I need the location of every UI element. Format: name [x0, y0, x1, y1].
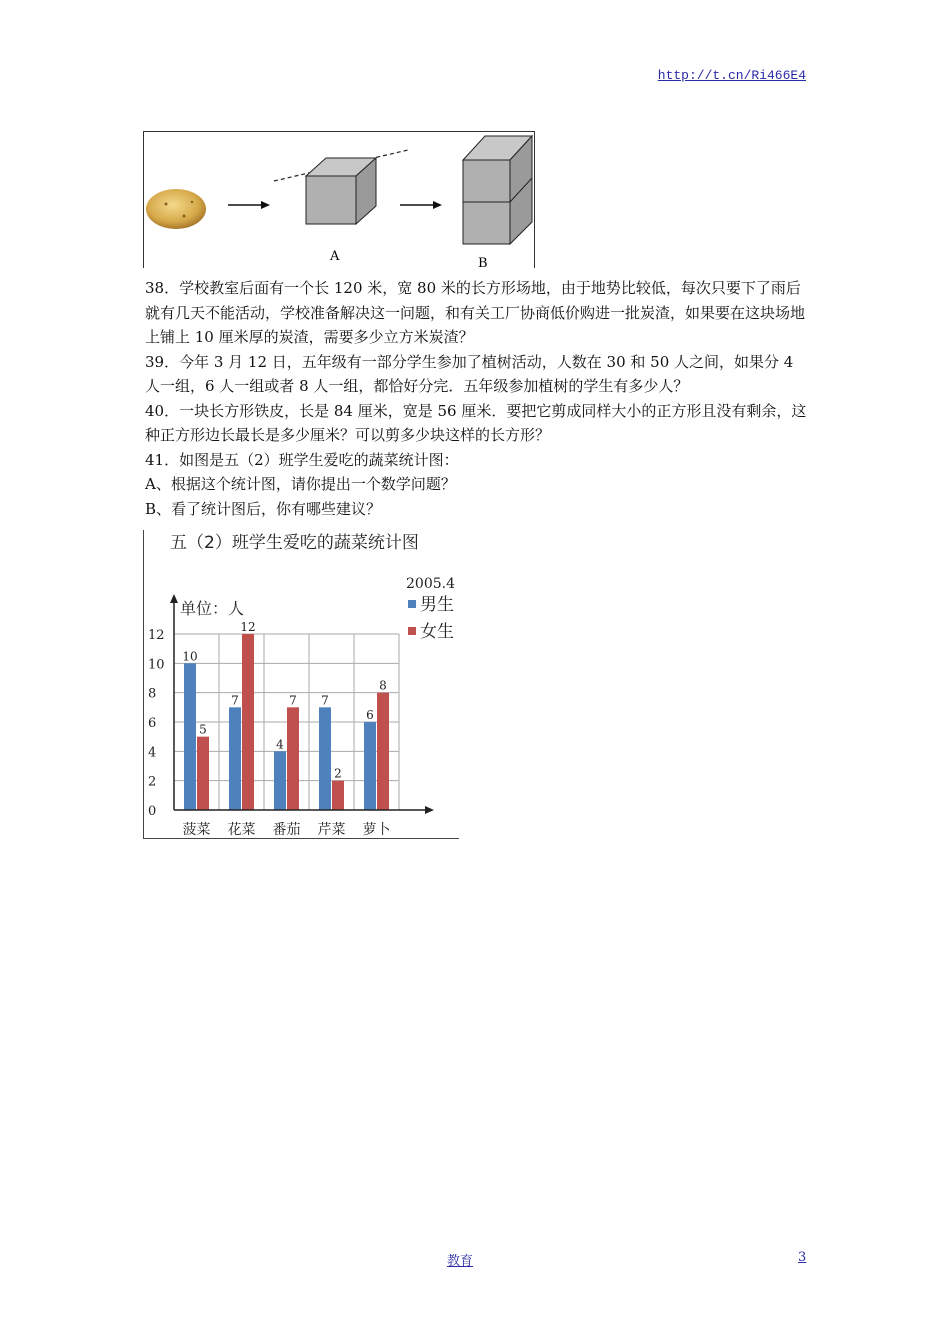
- page-number[interactable]: 3: [798, 1250, 807, 1265]
- bar-male: [184, 663, 196, 810]
- chart-title: 五（2）班学生爱吃的蔬菜统计图: [170, 533, 419, 553]
- category-label: 芹菜: [317, 822, 346, 838]
- vegetable-chart-svg: [144, 530, 459, 838]
- y-tick-label: 12: [148, 628, 165, 643]
- bar-male: [364, 722, 376, 810]
- bar-female: [332, 781, 344, 810]
- question-41-a: A、根据这个统计图，请你提出一个数学问题？: [145, 475, 456, 493]
- y-tick-label: 8: [148, 686, 157, 702]
- category-label: 萝卜: [362, 822, 391, 838]
- data-label: 5: [199, 722, 207, 737]
- label-a: A: [330, 249, 340, 264]
- arrow-1: [228, 201, 270, 209]
- data-label: 6: [366, 708, 374, 722]
- bar-male: [319, 707, 331, 810]
- legend-swatch: [408, 627, 416, 635]
- data-label: 7: [321, 693, 329, 708]
- y-tick-label: 2: [148, 774, 157, 790]
- y-tick-label: 10: [148, 657, 165, 673]
- arrow-2: [400, 201, 442, 209]
- bar-female: [197, 737, 209, 810]
- question-41: 41．如图是五（2）班学生爱吃的蔬菜统计图：: [145, 450, 459, 469]
- label-b: B: [478, 256, 488, 268]
- cube-b: [463, 136, 532, 244]
- chart-bars: [182, 620, 389, 810]
- question-list: [145, 276, 807, 521]
- legend-label: 男生: [420, 595, 454, 615]
- bar-female: [242, 634, 254, 810]
- data-label: 8: [379, 678, 387, 693]
- bar-male: [229, 707, 241, 810]
- data-label: 7: [231, 693, 239, 708]
- footer-link[interactable]: 教育: [447, 1254, 474, 1269]
- chart-date: 2005.4: [406, 576, 455, 592]
- data-label: 10: [182, 649, 198, 664]
- data-label: 12: [240, 620, 256, 634]
- bar-male: [274, 751, 286, 810]
- chart-legend: [408, 595, 454, 642]
- bar-female: [377, 693, 389, 810]
- header-link[interactable]: http://t.cn/Ri466E4: [657, 68, 806, 83]
- x-axis-arrow: [425, 806, 434, 814]
- category-label: 花菜: [227, 822, 256, 838]
- potato-cube-illustration: [144, 132, 534, 268]
- legend-label: 女生: [420, 622, 454, 642]
- y-tick-label: 4: [148, 745, 157, 761]
- y-axis-arrow: [170, 594, 178, 603]
- y-axis-label: 单位：人: [180, 599, 245, 618]
- x-category-labels: [183, 821, 391, 838]
- question-39: 39．今年 3 月 12 日，五年级有一部分学生参加了植树活动，人数在 30 和 50 人之间，如果分 4 人一组，6 人一组或者 8 人一组，都恰好分完．五年级参加植树的学生有多少人？: [145, 352, 794, 395]
- data-label: 2: [334, 766, 342, 781]
- question-38: 38．学校教室后面有一个长 120 米，宽 80 米的长方形场地，由于地势比较低，每次只要下了雨后就有几天不能活动，学校准备解决这一问题，和有关工厂协商低价购进一批炭渣，如果要在这块场地上铺上 10 厘米厚的炭渣，需要多少立方米炭渣？: [145, 279, 806, 346]
- category-label: 番茄: [272, 822, 301, 838]
- data-label: 7: [289, 693, 297, 708]
- y-tick-label: 6: [148, 716, 157, 731]
- question-41-b: B、看了统计图后，你有哪些建议？: [145, 499, 382, 518]
- y-tick-label: 0: [148, 804, 157, 819]
- question-40: 40．一块长方形铁皮，长是 84 厘米，宽是 56 厘米．要把它剪成同样大小的正方形且没有剩余，这种正方形边长最长是多少厘米？可以剪多少块这样的长方形？: [145, 401, 807, 444]
- potato-cube-figure: [143, 131, 535, 268]
- bar-female: [287, 707, 299, 810]
- category-label: 菠菜: [182, 822, 211, 838]
- vegetable-chart: [143, 530, 459, 839]
- potato-shape: [146, 189, 206, 229]
- cube-a: [306, 158, 376, 224]
- legend-swatch: [408, 600, 416, 608]
- y-tick-labels: [148, 628, 165, 819]
- data-label: 4: [276, 737, 284, 752]
